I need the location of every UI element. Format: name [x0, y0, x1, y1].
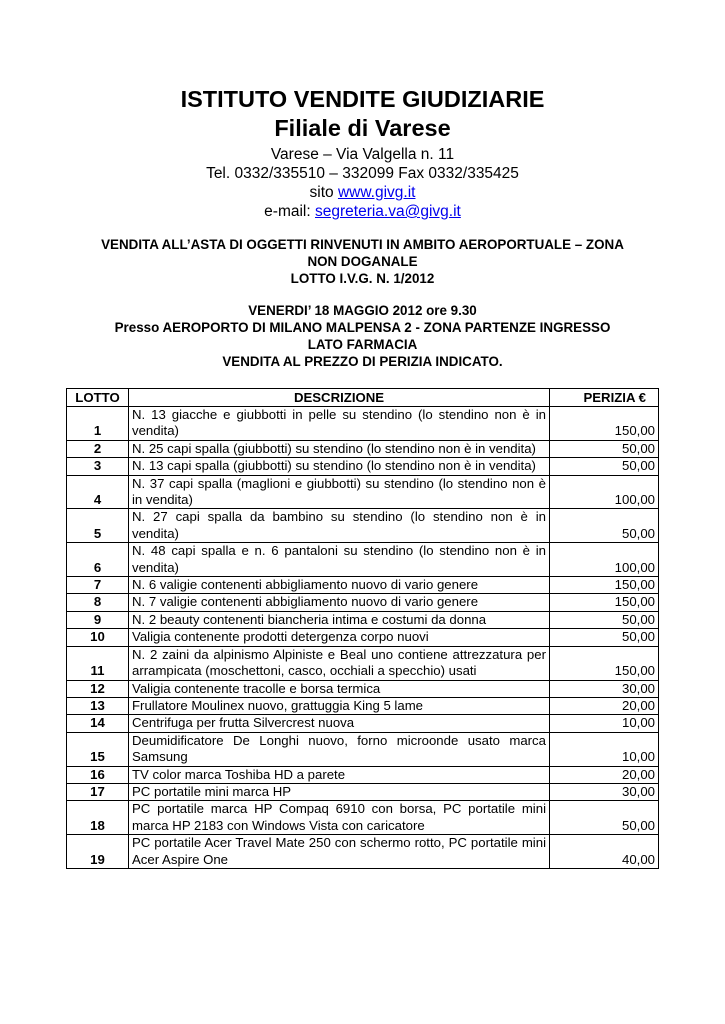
description-cell: Deumidificatore De Longhi nuovo, forno microonde usato marca Samsung	[129, 732, 550, 766]
table-row	[67, 594, 659, 611]
table-row	[67, 458, 659, 475]
email-label: e-mail:	[264, 203, 315, 220]
description-cell: PC portatile mini marca HP	[129, 783, 550, 800]
header-descrizione: DESCRIZIONE	[129, 389, 550, 407]
description-cell: Frullatore Moulinex nuovo, grattuggia King 5 lame	[129, 697, 550, 714]
lot-number-cell: 6	[67, 543, 129, 577]
table-row	[67, 543, 659, 577]
description-cell: N. 37 capi spalla (maglioni e giubbotti) su stendino (lo stendino non è in vendita)	[129, 475, 550, 509]
appraisal-cell: 50,00	[550, 611, 659, 628]
lot-number-cell: 18	[67, 801, 129, 835]
lot-number-cell: 12	[67, 680, 129, 697]
description-cell: N. 2 beauty contenenti biancheria intima e costumi da donna	[129, 611, 550, 628]
table-row	[67, 646, 659, 680]
lot-number-cell: 17	[67, 783, 129, 800]
appraisal-cell: 50,00	[550, 440, 659, 457]
appraisal-cell: 50,00	[550, 458, 659, 475]
lot-number-cell: 16	[67, 766, 129, 783]
description-cell: N. 13 giacche e giubbotti in pelle su stendino (lo stendino non è in vendita)	[129, 407, 550, 441]
description-cell: PC portatile Acer Travel Mate 250 con schermo rotto, PC portatile mini Acer Aspire One	[129, 835, 550, 869]
table-row	[67, 801, 659, 835]
appraisal-cell: 20,00	[550, 766, 659, 783]
description-cell: N. 25 capi spalla (giubbotti) su stendino (lo stendino non è in vendita)	[129, 440, 550, 457]
page-title: ISTITUTO VENDITE GIUDIZIARIE	[180, 86, 545, 112]
table-row	[67, 783, 659, 800]
table-row	[67, 407, 659, 441]
email-link[interactable]: segreteria.va@givg.it	[315, 203, 461, 220]
appraisal-cell: 150,00	[550, 646, 659, 680]
appraisal-cell: 100,00	[550, 543, 659, 577]
appraisal-cell: 150,00	[550, 407, 659, 441]
description-cell: PC portatile marca HP Compaq 6910 con borsa, PC portatile mini marca HP 2183 con Windows Vista con caricatore	[129, 801, 550, 835]
sale-place-line2: LATO FARMACIA	[307, 337, 418, 352]
lot-number-cell: 13	[67, 697, 129, 714]
description-cell: N. 13 capi spalla (giubbotti) su stendino (lo stendino non è in vendita)	[129, 458, 550, 475]
phone-line: Tel. 0332/335510 – 332099 Fax 0332/335425	[206, 165, 519, 182]
table-row	[67, 766, 659, 783]
site-label: sito	[309, 184, 338, 201]
lot-number-cell: 14	[67, 715, 129, 732]
table-row	[67, 697, 659, 714]
table-row	[67, 509, 659, 543]
lot-number-cell: 1	[67, 407, 129, 441]
table-row	[67, 440, 659, 457]
table-row	[67, 629, 659, 646]
header-perizia: PERIZIA €	[550, 389, 659, 407]
lot-number-cell: 10	[67, 629, 129, 646]
page-subtitle: Filiale di Varese	[274, 115, 451, 141]
appraisal-cell: 150,00	[550, 577, 659, 594]
lots-table-body	[67, 407, 659, 869]
lot-number-cell: 8	[67, 594, 129, 611]
description-cell: N. 7 valigie contenenti abbigliamento nuovo di vario genere	[129, 594, 550, 611]
email-line	[0, 202, 725, 221]
header-lotto: LOTTO	[67, 389, 129, 407]
lot-number-cell: 9	[67, 611, 129, 628]
lot-number-cell: 2	[67, 440, 129, 457]
appraisal-cell: 10,00	[550, 715, 659, 732]
description-cell: N. 48 capi spalla e n. 6 pantaloni su stendino (lo stendino non è in vendita)	[129, 543, 550, 577]
lot-number: LOTTO I.V.G. N. 1/2012	[290, 271, 435, 286]
table-row	[67, 835, 659, 869]
site-line	[0, 183, 725, 202]
appraisal-cell: 20,00	[550, 697, 659, 714]
table-row	[67, 715, 659, 732]
table-row	[67, 611, 659, 628]
table-row	[67, 732, 659, 766]
lot-number-cell: 5	[67, 509, 129, 543]
appraisal-cell: 40,00	[550, 835, 659, 869]
sale-date: VENERDI’ 18 MAGGIO 2012 ore 9.30	[248, 303, 477, 318]
description-cell: TV color marca Toshiba HD a parete	[129, 766, 550, 783]
site-link[interactable]: www.givg.it	[337, 184, 416, 201]
table-row	[67, 577, 659, 594]
description-cell: Valigia contenente prodotti detergenza corpo nuovi	[129, 629, 550, 646]
sale-heading-line1: VENDITA ALL’ASTA DI OGGETTI RINVENUTI IN AMBITO AEROPORTUALE – ZONA	[101, 237, 624, 252]
lot-number-cell: 3	[67, 458, 129, 475]
description-cell: N. 2 zaini da alpinismo Alpiniste e Beal uno contiene attrezzatura per arrampicata (moschettoni, casco, occhiali a specchio) usati	[129, 646, 550, 680]
table-row	[67, 680, 659, 697]
appraisal-cell: 10,00	[550, 732, 659, 766]
lots-table	[66, 388, 659, 869]
lot-number-cell: 15	[67, 732, 129, 766]
appraisal-cell: 50,00	[550, 801, 659, 835]
appraisal-cell: 100,00	[550, 475, 659, 509]
description-cell: N. 6 valigie contenenti abbigliamento nuovo di vario genere	[129, 577, 550, 594]
address-line: Varese – Via Valgella n. 11	[270, 146, 455, 163]
description-cell: Valigia contenente tracolle e borsa termica	[129, 680, 550, 697]
appraisal-cell: 150,00	[550, 594, 659, 611]
description-cell: Centrifuga per frutta Silvercrest nuova	[129, 715, 550, 732]
sale-heading-line2: NON DOGANALE	[307, 254, 418, 269]
table-row	[67, 475, 659, 509]
description-cell: N. 27 capi spalla da bambino su stendino (lo stendino non è in vendita)	[129, 509, 550, 543]
appraisal-cell: 30,00	[550, 783, 659, 800]
sale-note: VENDITA AL PREZZO DI PERIZIA INDICATO.	[222, 354, 503, 369]
appraisal-cell: 50,00	[550, 509, 659, 543]
lot-number-cell: 7	[67, 577, 129, 594]
lot-number-cell: 11	[67, 646, 129, 680]
sale-place-line1: Presso AEROPORTO DI MILANO MALPENSA 2 - ZONA PARTENZE INGRESSO	[114, 320, 611, 335]
lot-number-cell: 4	[67, 475, 129, 509]
table-header-row	[67, 389, 659, 407]
appraisal-cell: 50,00	[550, 629, 659, 646]
lot-number-cell: 19	[67, 835, 129, 869]
appraisal-cell: 30,00	[550, 680, 659, 697]
